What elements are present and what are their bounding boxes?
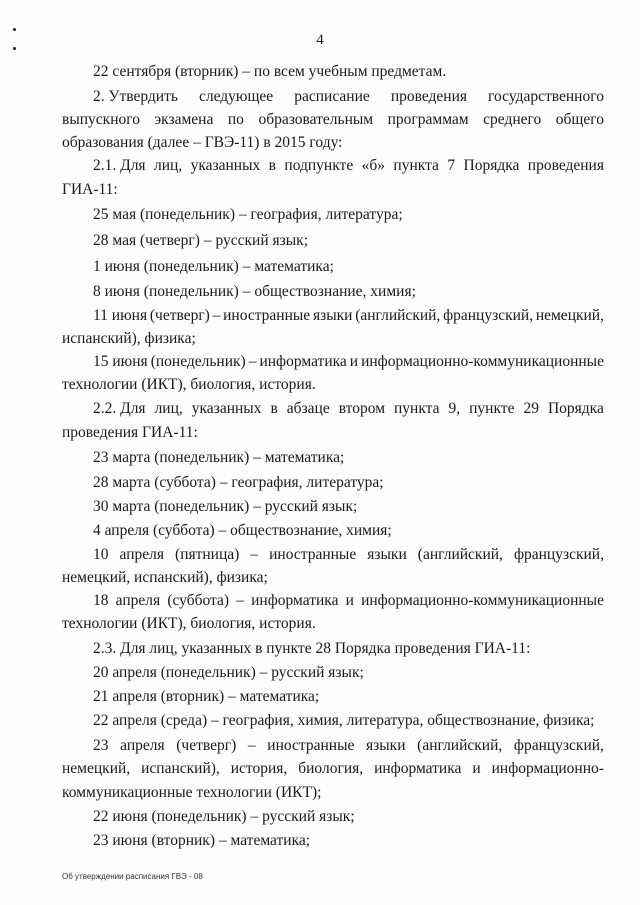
text-line [93,87,604,107]
word: биология, [298,760,364,777]
word: 2.2. Для [93,400,146,417]
word: и [349,353,359,370]
word: общего [555,111,604,128]
word: французский, [513,737,604,754]
word: (английский, [417,546,503,563]
page-number: 4 [316,32,324,48]
word: пункта [393,157,439,174]
word: лиц, [154,400,183,417]
word: 15 июня [93,353,148,370]
word: среднего [483,111,542,128]
word: информационно-коммуникационные [361,592,604,609]
word: немецкий, [62,760,131,777]
text-line [93,545,604,565]
word: образовательным [258,111,374,128]
word: языки [367,546,407,563]
text-line: 1 июня (понедельник) – математика; [93,258,334,275]
scan-artifact-dot [13,28,16,31]
text-line: 20 апреля (понедельник) – русский язык; [93,664,364,681]
text-line [93,306,604,326]
footer-note: Об утверждении расписания ГВЭ - 08 [62,872,203,881]
word: указанных [191,400,262,417]
word: французский, [443,307,534,324]
text-line: проведения ГИА-11: [62,424,198,441]
word: французский, [513,546,604,563]
text-line: технологии (ИКТ), биология, история. [62,615,316,632]
word: языки [366,737,406,754]
text-line: ГИА-11: [62,181,118,198]
word: (пятница) [175,546,240,563]
word: 29 [523,400,539,417]
word: указанных [190,157,261,174]
word: в [268,157,276,174]
word: информационно-коммуникационные [361,353,604,370]
text-line: 30 марта (понедельник) – русский язык; [93,498,358,515]
text-line: 22 июня (понедельник) – русский язык; [93,808,355,825]
text-line [93,736,604,756]
word: в [270,400,278,417]
word: лиц, [153,157,183,174]
text-line: 28 мая (четверг) – русский язык; [93,232,309,249]
word: программам [387,111,469,128]
text-line: 28 марта (суббота) – география, литература; [93,474,384,491]
word: 2. Утвердить [93,88,178,105]
word: расписание [294,88,370,105]
word: проведения [390,88,467,105]
text-line [93,591,604,611]
text-line: коммуникационные технологии (ИКТ); [62,784,322,801]
text-line [93,156,604,176]
text-line: 21 апреля (вторник) – математика; [93,688,320,705]
word: информатика [259,353,347,370]
word: пункте [469,400,515,417]
text-line [93,399,604,419]
word: (четверг) [176,737,237,754]
word: (суббота) [167,592,230,609]
text-line: образования (далее – ГВЭ-11) в 2015 году: [62,134,343,151]
word: – [236,592,244,609]
word: втором [338,400,385,417]
word: информатика [374,760,462,777]
word: проведения [527,157,604,174]
text-line: 22 сентября (вторник) – по всем учебным предметам. [93,63,447,80]
word: экзамена [154,111,214,128]
word: апреля [115,592,161,609]
word: языки [312,307,353,324]
word: 7 [447,157,456,174]
word: немецкий, [535,307,604,324]
text-line: 23 марта (понедельник) – математика; [93,449,345,466]
text-line [62,759,604,779]
text-line: 2.3. Для лиц, указанных в пункте 28 Порядка проведения ГИА-11: [93,640,531,657]
word: – [248,353,257,370]
text-line [93,352,604,372]
text-line: 22 апреля (среда) – география, химия, литература, обществознание, физика; [93,712,595,729]
word: информационно- [491,760,604,777]
word: (четверг) [149,307,210,324]
word: 2.1. Для [93,157,146,174]
word: 23 [93,737,109,754]
word: 11 июня [93,307,148,324]
word: и [472,760,481,777]
word: испанский), [141,760,220,777]
word: (английский, [417,737,503,754]
word: (английский, [355,307,441,324]
word: пункта [394,400,440,417]
word: апреля [119,546,164,563]
word: 9, [448,400,461,417]
word: по [227,111,244,128]
word: – [212,307,221,324]
text-line: немецкий, испанский), физика; [62,569,268,586]
text-line: 25 мая (понедельник) – география, литература; [93,206,403,223]
word: (понедельник) [150,353,246,370]
word: информатика [251,592,339,609]
word: абзаце [286,400,330,417]
word: 10 [93,546,109,563]
word: – [247,737,256,754]
word: апреля [120,737,165,754]
word: Порядка [463,157,520,174]
word: государственного [488,88,604,105]
word: выпускного [62,111,140,128]
word: 18 [93,592,109,609]
word: «б» [361,157,386,174]
word: история, [230,760,288,777]
text-line: 8 июня (понедельник) – обществознание, химия; [93,283,416,300]
text-line: 4 апреля (суббота) – обществознание, химия; [93,522,392,539]
word: Порядка [547,400,604,417]
word: и [345,592,354,609]
text-line: технологии (ИКТ), биология, история. [62,376,316,393]
word: подпункте [284,157,354,174]
text-line: 23 июня (вторник) – математика; [93,832,311,849]
text-line: испанский), физика; [62,330,196,347]
word: иностранные [223,307,311,324]
word: иностранные [267,737,355,754]
word: – [250,546,259,563]
word: иностранные [269,546,357,563]
word: следующее [198,88,274,105]
text-line [62,110,604,130]
